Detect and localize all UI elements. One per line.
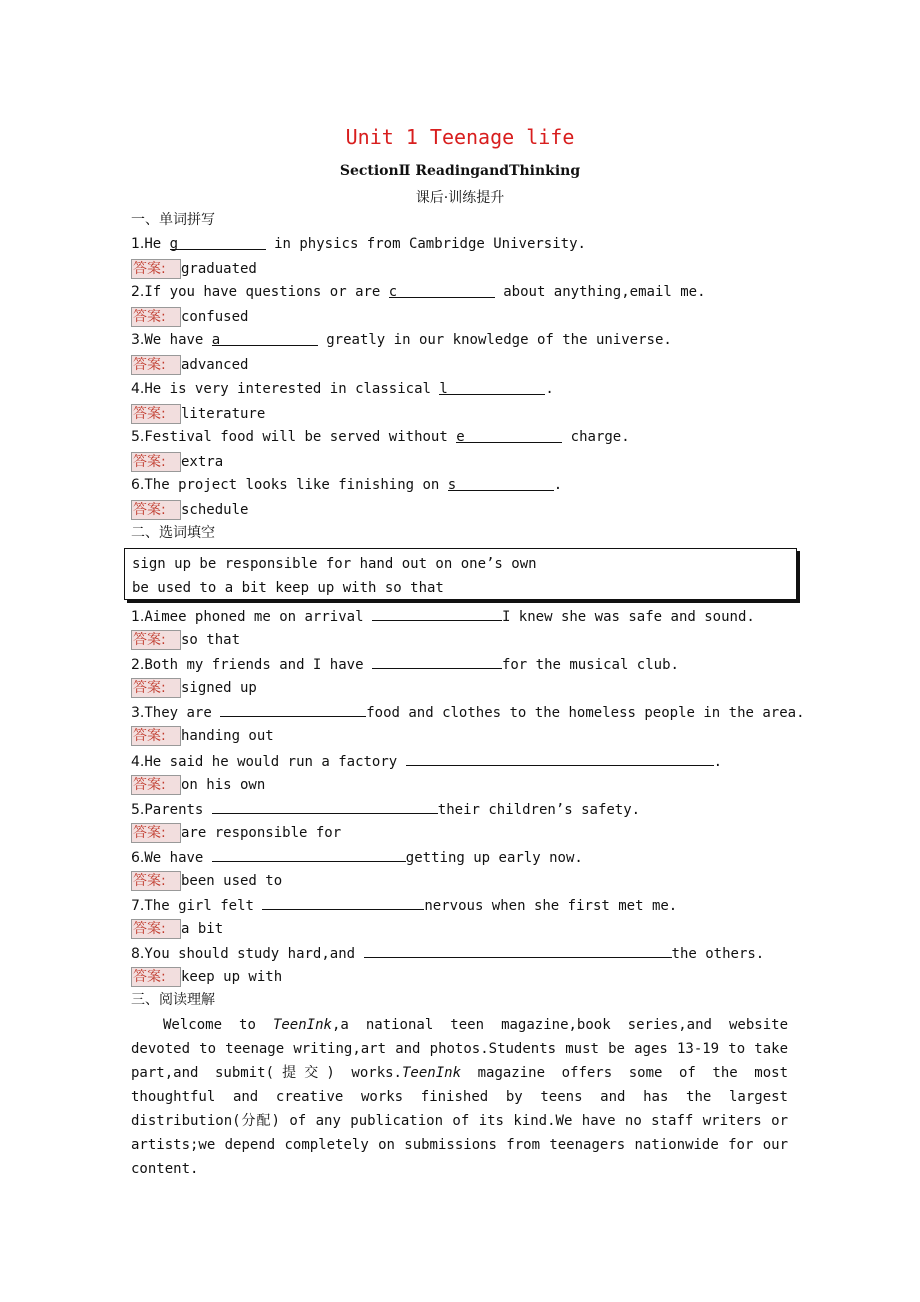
answer-2-3: 答案: handing out xyxy=(133,728,274,744)
question-2-2: 2.Both my friends and I have for the musical club. xyxy=(131,654,679,674)
answer-1-5: 答案: extra xyxy=(133,454,224,470)
word-box-row-1: sign up be responsible for hand out on one’s own xyxy=(132,556,537,572)
answer-2-6: 答案: been used to xyxy=(133,873,283,889)
part3-heading: 三、阅读理解 xyxy=(131,992,215,1008)
question-2-8: 8.You should study hard,and the others. xyxy=(131,943,764,963)
question-1-1: 1.He g in physics from Cambridge University. xyxy=(131,236,586,252)
question-2-7: 7.The girl felt nervous when she first met me. xyxy=(131,895,677,915)
reading-paragraph: Welcome to TeenInk,a national teen magazine,book series,and website devoted to teenage writing,art and photos.Students must be ages 13-19 to take part,and submit(提交) works.TeenInk magazine offers some of the most thoughtful and creative works finished by teens and has the largest distribution(分配) of any publication of its kind.We have no staff writers or artists;we depend completely on submissions from teenagers nationwide for our content. xyxy=(131,1017,788,1177)
answer-2-8: 答案: keep up with xyxy=(133,969,283,985)
question-1-5: 5.Festival food will be served without e charge. xyxy=(131,429,630,445)
answer-1-3: 答案: advanced xyxy=(133,357,249,373)
question-2-4: 4.He said he would run a factory . xyxy=(131,751,722,771)
answer-2-4: 答案: on his own xyxy=(133,777,266,793)
question-2-1: 1.Aimee phoned me on arrival I knew she was safe and sound. xyxy=(131,606,755,626)
answer-1-4: 答案: literature xyxy=(133,406,266,422)
part1-heading: 一、单词拼写 xyxy=(131,212,215,228)
question-2-5: 5.Parents their children’s safety. xyxy=(131,799,640,819)
part2-heading: 二、选词填空 xyxy=(131,525,215,541)
answer-1-1: 答案: graduated xyxy=(133,261,257,277)
question-2-6: 6.We have getting up early now. xyxy=(131,847,583,867)
word-box-row-2: be used to a bit keep up with so that xyxy=(132,580,444,596)
word-box xyxy=(124,548,797,600)
answer-1-6: 答案: schedule xyxy=(133,502,249,518)
answer-2-7: 答案: a bit xyxy=(133,921,224,937)
page-title: Unit 1 Teenage life xyxy=(345,125,575,149)
answer-1-2: 答案: confused xyxy=(133,309,249,325)
question-1-4: 4.He is very interested in classical l . xyxy=(131,381,554,397)
question-2-3: 3.They are food and clothes to the homeless people in the area. xyxy=(131,702,805,722)
answer-2-1: 答案: so that xyxy=(133,632,241,648)
question-1-3: 3.We have a greatly in our knowledge of the universe. xyxy=(131,332,672,348)
subtitle: 课后·训练提升 xyxy=(415,190,505,206)
question-1-6: 6.The project looks like finishing on s . xyxy=(131,477,563,493)
section-title: SectionⅡ ReadingandThinking xyxy=(339,163,581,179)
question-1-2: 2.If you have questions or are c about anything,email me. xyxy=(131,284,706,300)
answer-2-5: 答案: are responsible for xyxy=(133,825,342,841)
answer-2-2: 答案: signed up xyxy=(133,680,257,696)
